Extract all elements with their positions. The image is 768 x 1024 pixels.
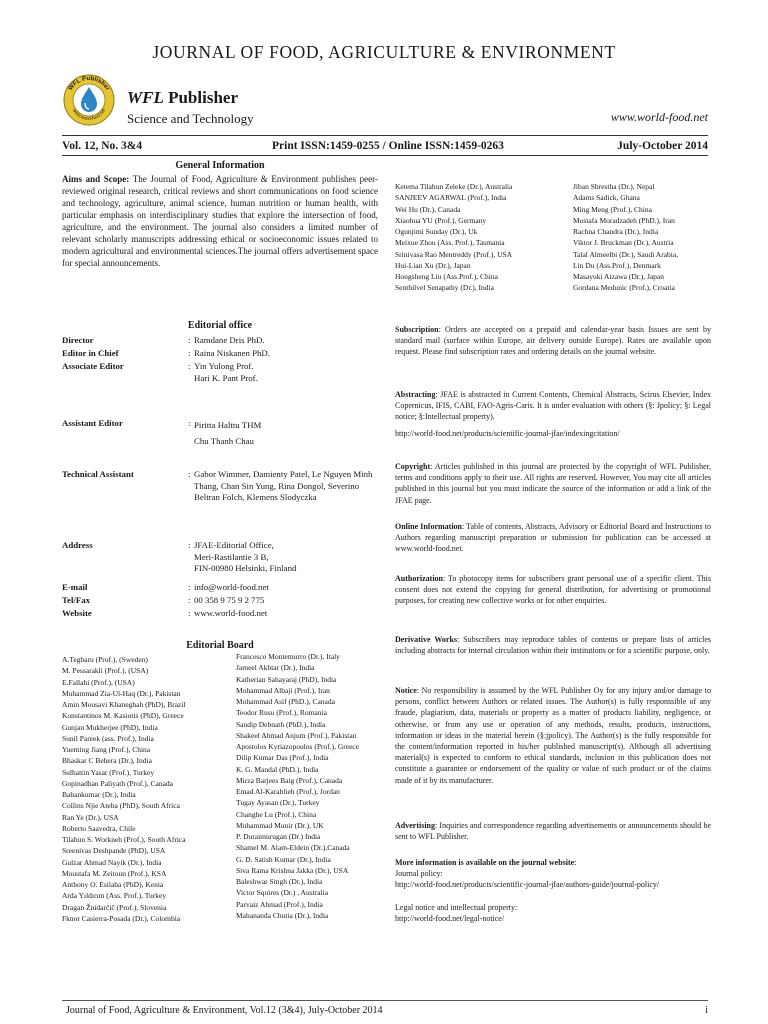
online-text: : Table of contents, Abstracts, Advisory or Editorial Board and Instructions to Authors regarding manuscript preparation or submission for publication can be accessed at www.world-food.net. (395, 522, 711, 554)
eo-value: 00 358 9 75 9 2 775 (194, 595, 265, 605)
editorial-office-heading: Editorial office (187, 320, 253, 331)
eo-label: Technical Assistant (62, 469, 134, 479)
copyright-section (395, 461, 711, 506)
eo-label: Associate Editor (62, 361, 124, 371)
board-member: Sunil Pareek (ass. Prof.), India (62, 733, 154, 743)
board-member: Yueming Jiang (Prof.), China (62, 745, 151, 754)
issn-info: Print ISSN:1459-0255 / Online ISSN:1459-0263 (272, 140, 504, 152)
board-member: Collins Njie Ateba (PhD), South Africa (62, 801, 180, 811)
derivative-works-section (395, 634, 711, 656)
eo-value: Raina Niskanen PhD. (194, 348, 270, 358)
editorial-board-column-2 (236, 651, 359, 921)
board-member: Sandip Debnath (PhD.), India (236, 719, 326, 729)
board-member: K. G. Mandal (PhD.), India (236, 764, 319, 774)
board-member: Talal Almeelbi (Dr.), Saudi Arabia, (573, 249, 679, 259)
aims-text: The Journal of Food, Agriculture & Environment publishes peer-reviewed original research, critical reviews and short communications on food science and technology, agriculture, animal science, human nutrition or human health, with particular emphasis on interdisciplinary studies that explore the intersection of food, agriculture, and the environment. The journal also considers a limited number of relevant scholarly manuscripts addressing ethical or socioeconomic issues related to modern agricultural and environmental sciences.The journal offers advertisement space for special announcements. (62, 174, 378, 268)
board-member: Baleshwar Singh (Dr.), India (236, 877, 323, 886)
subscription-section (395, 324, 711, 358)
eo-label: Editor in Chief (62, 348, 119, 358)
journal-policy-label: Journal policy: (395, 869, 443, 879)
board-member: Muhammad Zia-Ul-Haq (Dr.), Pakistan (62, 688, 181, 698)
board-member: Katherian Sahayaraj (PhD), India (236, 674, 337, 684)
board-member: P. Duraimurugan (Dr.) India (236, 832, 321, 841)
board-member: Arda Yıldırım (Ass. Prof.), Turkey (62, 891, 167, 901)
journal-policy-url[interactable]: http://world-food.net/products/scientific-journal-jfae/authors-guide/journal-policy/ (395, 880, 660, 890)
footer-citation: Journal of Food, Agriculture & Environment, Vol.12 (3&4), July-October 2014 (66, 1005, 383, 1016)
notice-section (395, 685, 711, 786)
board-member: Mahananda Chutia (Dr.), India (236, 910, 329, 920)
board-member: E.Fallahi (Prof.), (USA) (62, 677, 135, 687)
board-member: Mohammad Asif (PhD.), Canada (236, 697, 335, 706)
logo-ring-top-text: WFL Publisher (67, 74, 112, 92)
subscription-text: : Orders are accepted on a prepaid and calendar-year basis Issues are sent by standard mail (surface within Europe, air delivery outside Europe). Rates are available upon request. Please find subscription rates and ordering details on the journal website. (395, 325, 711, 357)
eo-value: Ramdane Dris PhD. (194, 335, 265, 345)
advertising-section (395, 820, 711, 842)
board-member: Siva Rama Krishna Jakka (Dr.), USA (236, 865, 349, 875)
general-info-heading: General Information (175, 160, 265, 171)
advertising-label: Advertising (395, 821, 435, 830)
eo-value-line: Chu Thanh Chau (194, 436, 254, 446)
board-member: Muhammad Munir (Dr.), UK (236, 820, 324, 830)
publisher-brand: WFL (127, 88, 164, 107)
board-member: Shamel M. Alam-Eldein (Dr.),Canada (236, 843, 350, 853)
authorization-label: Authorization (395, 574, 443, 583)
board-member: Changhe Lu (Prof.), China (236, 809, 317, 819)
board-member: Victor Squires (Dr.) , Australia (236, 888, 329, 898)
board-member: Ketema Tilahun Zeleke (Dr.), Australia (395, 182, 513, 191)
eo-value (194, 417, 378, 449)
abstracting-url[interactable]: http://world-food.net/products/scientific-journal-jfae/indexingcitation/ (395, 428, 620, 438)
abstracting-section (395, 389, 711, 439)
board-member: Bhaskar C Behera (Dr.), India (62, 756, 152, 766)
board-member: Tilahun S. Workneh (Prof.), South Africa (62, 835, 186, 844)
authorization-text: : To photocopy items for subscribers grant personal use of a specific client. This consent does not extend the copying for general distribution, for advertising or promotional purposes, for creating new collective works or for other enquiries. (395, 574, 711, 606)
board-member: A.Tegbaru (Prof.), (Sweden) (62, 655, 148, 664)
board-member: Francesco Montemurro (Dr.), Italy (236, 652, 340, 661)
more-info-section (395, 857, 711, 924)
board-member: Mirza Barjees Baig (Prof.), Canada (236, 775, 343, 785)
header-rule (62, 135, 708, 136)
editorial-board-column-3 (395, 181, 512, 294)
board-member: Anthony O. Esilaba (PhD), Kenia (62, 880, 164, 889)
board-member: Mohammad Albaji (Prof.), Iran (236, 685, 330, 695)
board-member: Fknor Casierra-Posada (Dr.), Colombia (62, 913, 181, 923)
more-info-colon: : (574, 858, 577, 867)
journal-page: JOURNAL OF FOOD, AGRICULTURE & ENVIRONMENT WFL Publisher www.world-food.net WFL Publisher Science and Technology www.world-food.net Vol. 12, No. 3&4 Print ISSN:1459-0255 / Online ISSN:1459-0263 July-October 2014 General Information Aims and Scope: The Journal of Food, Agriculture & Environment publishes peer-reviewed original research, critical reviews and short communications on food science and technology, agriculture, animal science, human nutrition or human health, with particular emphasis on interdisciplinary studies that explore the intersection of food, agriculture, and the environment. The journal also considers a limited number of relevant scholarly manuscripts addressing ethical or socioeconomic issues related to modern agricultural and environmental sciences.The journal offers advertisement space for special announcements. Editorial office Director : Ramdane Dris PhD. Editor in Chief : Raina Niskanen PhD. Associate Editor : Yin Yulong Prof. Hari K. Pant Prof. Assistant Editor : Piritta Halttu THM Chu Thanh Chau Technical Assistant : Gabor Wimmer, Damienty Patel, Le Nguyen Minh Thang, Chan Sin Yung, Rina Dongol, Severino Beltran Folch, Klemens Slodyczka Address : JFAE-Editorial Office, Meri-Rastilantie 3 B, FIN-00980 Helsinki, Finland E-mail : info@world-food.net Tel/Fax : 00 358 9 75 9 2 775 Website : www.world-food.net Editorial Board A.Tegbaru (Prof.), (Sweden) M. Pessarakli (Prof.), (USA) E.Fallahi (Prof.), (USA) Muhammad Zia-Ul-Haq (Dr.), Pakistan Amin Mousavi Khaneghah (PhD), Brazil Konstantinos M. Kasiotis (PhD), Greece Gunjan Mukherjee (PhD), India Sunil Pareek (ass. Prof.), India Yueming Jiang (Prof.), China Bhaskar C Behera (Dr.), India Sulhattin Yasar (Prof.), Turkey Gopinadhan Paliyath (Prof.), Canada Babankumar (Dr.), India Collins Njie Ateba (PhD), South Africa Ran Ye (Dr.), USA Roberto Saavedra, Chile Tilahun S. Workneh (Prof.), South Africa Sreenivas Deshpande (PhD), USA Gulzar Ahmad Nayik (Dr.), India Moustafa M. Zeitoun (Prof.), KSA Anthony O. Esilaba (PhD), Kenia Arda Yıldırım (Ass. Prof.), Turkey Dragan Žnidarčič (Prof.), Slovenia Fknor Casierra-Posada (Dr.), Colombia Francesco Montemurro (Dr.), Italy Jameel Akhtar (Dr.), India Katherian Sahayaraj (PhD), India Mohammad Albaji (Prof.), Iran Mohammad Asif (PhD.), Canada Teodor Rusu (Prof.), Romania Sandip Debnath (PhD.), India Shakeel Ahmad Anjum (Prof.), Pakistan Apostolos Kyriazopoulos (Prof.), Greece Dilip Kumar Das (Prof.), India K. G. Mandal (PhD.), India Mirza Barjees Baig (Prof.), Canada Emad Al-Karablieh (Prof.), Jordan Tugay Ayasan (Dr.), Turkey Changhe Lu (Prof.), China Muhammad Munir (Dr.), UK P. Duraimurugan (Dr.) India Shamel M. Alam-Eldein (Dr.),Canada G. D. Satish Kumar (Dr.), India Siva Rama Krishna Jakka (Dr.), USA Baleshwar Singh (Dr.), India Victor Squires (Dr.) , Australia Parvaiz Ahmad (Prof.), India Mahananda Chutia (Dr.), India Ketema Tilahun Zeleke (Dr.), Australia SANJEEV AGARWAL (Prof.), India Wei Hu (Dr.), Canada Xiaohua YU (Prof.), Germany Ogunjimi Sunday (Dr.), Uk Meixue Zhou (Ass. Prof.), Tasmania Srinivasa Rao Mentreddy (Prof.), USA Hui-Lian Xu (Dr.), Japan Hongsheng Liu (Ass.Prof.), China Senthilvel Senapathy (Dr.), India Jiban Shrestha (Dr.), Nepal Adams Sadick, Ghana Ming Meng (Prof.), China Mostafa Moradzadeh (PhD.), Iran Rachna Chandra (Dr.), India Viktor J. Bruckman (Dr.), Austria Talal Almeelbi (Dr.), Saudi Arabia, Lin Du (Ass.Prof.), Denmark Masayuki Aizawa (Dr.), Japan Gordana Medunic (Prof.), Croatia Subscription: Orders are accepted on a prepaid and calendar-year basis Issues are sent by standard mail (surface within Europe, air delivery outside Europe). Rates are available upon request. Please find subscription rates and ordering details on the journal website. Abstracting: JFAE is abstracted in Current Contents, Chemical Abstracts, Scirus Elsevier, Index Copernicus, IFIS, CABI, FAO-Agris-Caris. It is under evaluation with others (§: Jpolicy; §: Legal notice; §:Intellectual property). http://world-food.net/products/scientific-journal-jfae/indexingcitation/ Copyright: Articles published in this journal are protected by the copyright of WFL Publisher, terms and conditions apply to their use. All rights are reserved. However, You may cite all articles published in this journal but you must indicate the source of the information or add a link of the JFAE page. Online Information: Table of contents, Abstracts, Advisory or Editorial Board and Instructions to Authors regarding manuscript preparation or submission for publication can be accessed at www.world-food.net. Authorization: To photocopy items for subscribers grant personal use of a specific client. This consent does not extend the copying for general distribution, for advertising or promotional purposes, for creating new collective works or for other enquiries. Derivative Works: Subscribers may reproduce tables of contents or prepare lists of articles including abstracts for internal circulation within their institutions or for a scientific purpose, only. Notice: No responsibility is assumed by the WFL Publisher Oy for any injury and/or damage to persons, conflict between Authors or related issues. The Author(s) is fully responssible of any fraude, plagiarism, data, materials or property as a matter of products liability, negligence, or otherwise, or from any use or operation of any methods, results, products, instructions, information or ideas in the material herein (§:jpolicy). The Author(s) is the fully responsible for the content/information reported in his/her published manuscript(s). Although all advertising material(s) is expected to conform to ethical standards, inclusion in this publication does not constitute a guarantee or endorsement of the quality or value of such product or of the claims made of it by its manufacturer. Advertising: Inquiries and correspondence regarding advertisements or announcements should be sent to WFL Publisher. More information is available on the journal website: Journal policy: http://world-food.net/products/scientific-journal-jfae/authors-guide/journal-policy/ Legal notice and intellectual property: http://world-food.net/legal-notice/ Journal of Food, Agriculture & Environment, Vol.12 (3&4), July-October 2014 i (0, 0, 768, 1024)
notice-label: Notice (395, 686, 417, 695)
board-member: Srinivasa Rao Mentreddy (Prof.), USA (395, 249, 513, 259)
editorial-board-column-1 (62, 654, 186, 924)
notice-text: : No responsibility is assumed by the WFL Publisher Oy for any injury and/or damage to persons, conflict between Authors or related issues. The Author(s) is fully responssible of any fraude, plagiarism, data, materials or property as a matter of products liability, negligence, or otherwise, or from any use or operation of any methods, results, products, instructions, information or ideas in the material herein (§:jpolicy). The Author(s) is the fully responsible for the content/information reported in his/her published manuscript(s). Although all advertising material(s) is expected to conform to ethical standards, inclusion in this publication does not constitute a guarantee or endorsement of the quality or value of such product or of the claims made of it by its manufacturer. (395, 686, 711, 785)
editorial-board-column-4 (573, 181, 678, 294)
more-info-heading: More information is available on the journal website (395, 858, 575, 867)
board-member: Jameel Akhtar (Dr.), India (236, 663, 315, 673)
eo-value (194, 361, 378, 384)
board-member: Sulhattin Yasar (Prof.), Turkey (62, 767, 155, 777)
board-member: Dilip Kumar Das (Prof.), India (236, 753, 329, 763)
derivative-text: : Subscribers may reproduce tables of contents or prepare lists of articles including abstracts for internal circulation within their institutions or for a scientific purpose, only. (395, 635, 711, 656)
online-label: Online Information (395, 522, 462, 531)
eo-label: Address (62, 540, 93, 550)
board-member: Parvaiz Ahmad (Prof.), India (236, 899, 323, 909)
online-information-section (395, 521, 711, 555)
publisher-subtitle: Science and Technology (127, 111, 254, 126)
eo-value-line: FIN-00980 Helsinki, Finland (194, 563, 297, 574)
eo-label: E-mail (62, 582, 88, 592)
website-link[interactable]: www.world-food.net (194, 608, 268, 618)
board-member: Masayuki Aizawa (Dr.), Japan (573, 272, 665, 281)
board-member: Roberto Saavedra, Chile (62, 823, 136, 833)
eo-value: Gabor Wimmer, Damienty Patel, Le Nguyen Minh Thang, Chan Sin Yung, Rina Dongol, Severino Beltran Folch, Klemens Slodyczka (194, 469, 373, 503)
advertising-text: : Inquiries and correspondence regarding advertisements or announcements should be sent to WFL Publisher. (395, 821, 711, 842)
board-member: Dragan Žnidarčič (Prof.), Slovenia (62, 902, 167, 912)
board-member: Wei Hu (Dr.), Canada (395, 204, 461, 214)
abstracting-text: : JFAE is abstracted in Current Contents, Chemical Abstracts, Scirus Elsevier, Index Copernicus, IFIS, CABI, FAO-Agris-Caris. It is under evaluation with others (§: Jpolicy; §: Legal notice; §:Intellectual property). (395, 390, 711, 422)
aims-and-scope (62, 173, 378, 269)
eo-label: Director (62, 335, 94, 345)
email-link[interactable]: info@world-food.net (194, 582, 269, 592)
footer-rule (62, 1000, 708, 1001)
board-member: Meixue Zhou (Ass. Prof.), Tasmania (395, 238, 505, 248)
abstracting-label: Abstracting (395, 390, 436, 399)
copyright-text: : Articles published in this journal are protected by the copyright of WFL Publisher, terms and conditions apply to their use. All rights are reserved. However, You may cite all articles published in this journal but you must indicate the source of the information or add a link of the JFAE page. (395, 462, 711, 505)
board-member: Gunjan Mukherjee (PhD), India (62, 722, 158, 732)
derivative-label: Derivative Works (395, 635, 458, 644)
page-number: i (705, 1005, 708, 1016)
board-member: Shakeel Ahmad Anjum (Prof.), Pakistan (236, 730, 357, 740)
board-member: Gulzar Ahmad Nayik (Dr.), India (62, 857, 162, 867)
header-website-link[interactable]: www.world-food.net (610, 110, 708, 124)
board-member: SANJEEV AGARWAL (Prof.), India (395, 193, 507, 203)
board-member: Mostafa Moradzadeh (PhD.), Iran (573, 215, 675, 225)
board-member: Hui-Lian Xu (Dr.), Japan (395, 260, 471, 270)
eo-value-line: Yin Yulong Prof. (194, 361, 254, 371)
eo-value-line: Piritta Halttu THM (194, 420, 262, 430)
eo-value-line: Meri-Rastilantie 3 B, (194, 551, 269, 562)
board-member: Konstantinos M. Kasiotis (PhD), Greece (62, 711, 184, 721)
eo-label: Website (62, 608, 92, 618)
board-member: Gopinadhan Paliyath (Prof.), Canada (62, 778, 174, 788)
board-member: Ran Ye (Dr.), USA (62, 812, 119, 822)
legal-notice-label: Legal notice and intellectual property: (395, 902, 518, 912)
publisher-name (127, 88, 238, 108)
board-member: Tugay Ayasan (Dr.), Turkey (236, 798, 320, 808)
eo-value (194, 540, 378, 575)
board-member: Ogunjimi Sunday (Dr.), Uk (395, 227, 478, 236)
board-member: Jiban Shrestha (Dr.), Nepal (573, 182, 655, 191)
wfl-logo-icon (62, 73, 116, 127)
copyright-label: Copyright (395, 462, 431, 471)
eo-value-line: JFAE-Editorial Office, (194, 540, 274, 550)
authorization-section (395, 573, 711, 607)
board-member: Hongsheng Liu (Ass.Prof.), China (395, 272, 498, 281)
board-member: Moustafa M. Zeitoun (Prof.), KSA (62, 868, 167, 878)
board-member: Teodor Rusu (Prof.), Romania (236, 708, 327, 718)
editorial-board-heading: Editorial Board (186, 640, 254, 651)
board-member: Xiaohua YU (Prof.), Germany (395, 215, 487, 225)
board-member: M. Pessarakli (Prof.), (USA) (62, 666, 149, 676)
board-member: Adams Sadick, Ghana (573, 193, 640, 203)
board-member: Gordana Medunic (Prof.), Croatia (573, 283, 675, 293)
volume-rule (62, 155, 708, 156)
board-member: Senthilvel Senapathy (Dr.), India (395, 283, 494, 293)
aims-label: Aims and Scope: (62, 174, 130, 184)
board-member: Emad Al-Karablieh (Prof.), Jordan (236, 787, 340, 796)
board-member: Apostolos Kyriazopoulos (Prof.), Greece (236, 742, 360, 751)
journal-title: JOURNAL OF FOOD, AGRICULTURE & ENVIRONMENT (152, 42, 616, 62)
subscription-label: Subscription (395, 325, 439, 334)
volume-number: Vol. 12, No. 3&4 (62, 140, 143, 152)
board-member: Babankumar (Dr.), India (62, 790, 136, 799)
eo-label: Assistant Editor (62, 418, 123, 428)
board-member: Sreenivas Deshpande (PhD), USA (62, 846, 166, 856)
board-member: Amin Mousavi Khaneghah (PhD), Brazil (62, 700, 186, 709)
eo-value-line: Hari K. Pant Prof. (194, 372, 258, 383)
board-member: Ming Meng (Prof.), China (573, 204, 652, 214)
issue-date: July-October 2014 (617, 140, 708, 152)
board-member: Lin Du (Ass.Prof.), Denmark (573, 260, 661, 270)
board-member: Rachna Chandra (Dr.), India (573, 227, 659, 236)
board-member: G. D. Satish Kumar (Dr.), India (236, 854, 331, 864)
eo-label: Tel/Fax (62, 595, 91, 605)
logo-ring-bottom-text: www.world-food.net (71, 107, 107, 122)
legal-notice-url[interactable]: http://world-food.net/legal-notice/ (395, 913, 505, 923)
board-member: Viktor J. Bruckman (Dr.), Austria (573, 238, 674, 248)
publisher-word: Publisher (168, 88, 238, 107)
